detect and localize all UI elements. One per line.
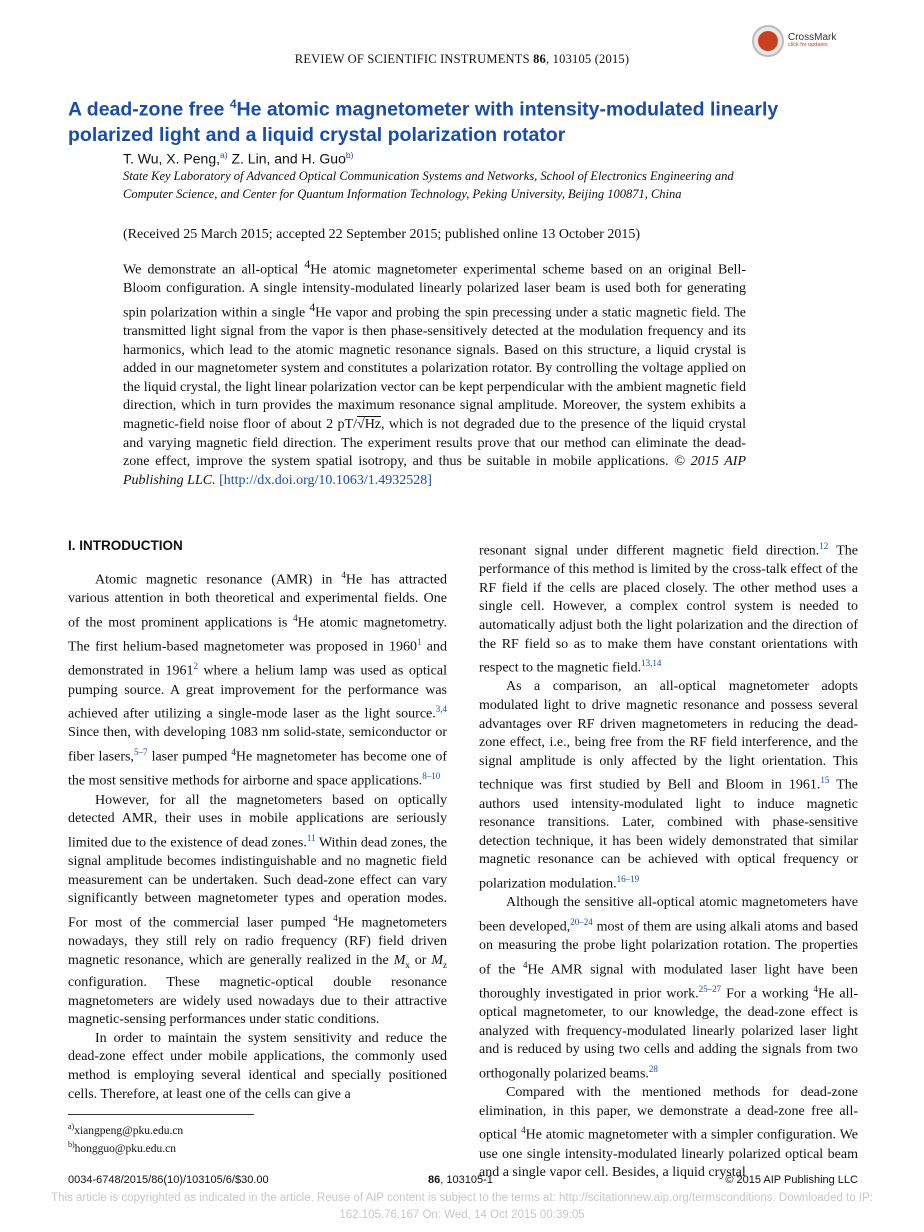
abstract: We demonstrate an all-optical $^4$He atomic magnetometer experimental scheme based on an original Bell-Bloom configuration. A single intensity-modulated linearly polarized laser beam is used both for generating spin polarization within a single $^4$He vapor and probing the spin precessing under a static magnetic field. The transmitted light signal from the vapor is then phase-sensitively detected at the modulation frequency and its harmonics, which lead to the atomic magnetic resonance signals. Based on this structure, a liquid crystal is added in our magnetometer system and constitutes a polarization rotator. By controlling the voltage applied on the liquid crystal, the light linear polarization vector can be kept perpendicular with the ambient magnetic field direction, which in turn provides the maximum resonance signal amplitude. Moreover, the system exhibits a magnetic-field noise floor of about 2 pT/√Hz, which is not degraded due to the presence of the liquid crystal and varying magnetic field direction. The experiment results prove that our method can eliminate the dead-zone effect, improve the system spatial isotropy, and thus be suitable in mobile applications. © 2015 AIP Publishing LLC. [http://dx.doi.org/10.1063/1.4932528]	[123, 258, 747, 488]
paragraph: Although the sensitive all-optical atomic magnetometers have been developed,$^{20-24}$ most of them are using alkali atoms and based on measuring the probe light polarization rotation. The properties of the $^4$He AMR signal with modulated laser light have been thoroughly investigated in prior work.$^{25-27}$ For a working $^4$He all-optical magnetometer, to our knowledge, the dead-zone effect is analyzed with frequency-modulated linearly polarized laser light and is reduced by using two cells and adding the signals from two orthogonally polarized beams.$^{28}$	[479, 895, 859, 1082]
ref-link[interactable]: 3,4	[435, 704, 447, 715]
footer-issn: 0034-6748/2015/86(10)/103105/6/$30.00	[68, 1174, 269, 1186]
download-watermark: This article is copyrighted as indicated in the article. Reuse of AIP content is subject to the terms at: http://scitationnew.aip.org/termsconditions. Downloaded to IP: 162.105.76.167 On: Wed, 14 Oct 2015 00:39:05	[51, 1192, 873, 1221]
ref-link[interactable]: 11	[306, 832, 316, 843]
paragraph: Compared with the mentioned methods for dead-zone elimination, in this paper, we demonstrate a dead-zone free all-optical $^4$He atomic magnetometer with a simpler configuration. We use one single intensity-modulated linearly polarized optical beam and a single vapor cell. Besides, a liquid crystal	[479, 1085, 858, 1181]
ref-link[interactable]: 28	[648, 1064, 658, 1075]
crossmark-sub: click for updates	[788, 42, 828, 49]
journal-citation: , 103105 (2015)	[546, 52, 630, 66]
paragraph: Atomic magnetic resonance (AMR) in $^4$He has attracted various attention in both theoretical and experimental fields. One of the most prominent applications is $^4$He atomic magnetometry. The first helium-based magnetometer was proposed in 1960$^1$ and demonstrated in 1961$^2$ where a helium lamp was used as optical pumping source. A great improvement for the performance was achieved after utilizing a single-mode laser as the light source.$^{3,4}$ Since then, with developing 1083 nm solid-state, semiconductor or fiber lasers,$^{5-7}$ laser pumped $^4$He magnetometer has become one of the most sensitive methods for airborne and space applications.$^{8-10}$	[68, 570, 448, 789]
email-link[interactable]: hongguo@pku.edu.cn	[74, 1143, 176, 1156]
crossmark-icon	[752, 25, 784, 57]
ref-link[interactable]: 2	[193, 661, 198, 672]
ref-link[interactable]: 15	[820, 775, 830, 786]
received-dates: (Received 25 March 2015; accepted 22 September 2015; published online 13 October 2015)	[123, 227, 641, 242]
ref-link[interactable]: 13,14	[641, 658, 662, 669]
paragraph: In order to maintain the system sensitivity and reduce the dead-zone effect under mobile applications, the commonly used method is employing several identical and specially positioned cells. Therefore, at least one of the cells can give a	[68, 1030, 447, 1102]
footer-page: 86, 103105-1	[428, 1174, 493, 1186]
footnote-a: $^{a)}$xiangpeng@pku.edu.cn	[68, 1122, 184, 1137]
crossmark-badge[interactable]	[752, 22, 862, 60]
ref-link[interactable]: 20–24	[570, 916, 593, 927]
paper-title: A dead-zone free $^4$He atomic magnetometer with intensity-modulated linearly polarized light and a liquid crystal polarization rotator	[68, 97, 779, 146]
ref-link[interactable]: 5–7	[133, 747, 148, 758]
doi-link[interactable]: [http://dx.doi.org/10.1063/1.4932528]	[219, 472, 432, 488]
journal-volume: 86	[533, 52, 547, 66]
sqrt-hz: √Hz	[357, 417, 382, 433]
section-heading: I. INTRODUCTION	[68, 538, 183, 553]
ref-link[interactable]: 1	[416, 637, 422, 648]
abstract-copyright: © 2015 AIP Publishing LLC.	[123, 454, 746, 488]
author-footnote-b[interactable]: b)	[345, 150, 354, 160]
ref-link[interactable]: 16–19	[616, 874, 640, 885]
footnote-b: $^{b)}$hongguo@pku.edu.cn	[68, 1140, 176, 1156]
author-list: T. Wu, X. Peng,$^{a)}$ Z. Lin, and H. Guo$^{b)}$	[123, 150, 354, 167]
column-left	[68, 566, 447, 1104]
ref-link[interactable]: 25–27	[698, 984, 722, 994]
journal-name: REVIEW OF SCIENTIFIC INSTRUMENTS	[294, 52, 530, 66]
footer-copyright: © 2015 AIP Publishing LLC	[725, 1174, 858, 1186]
crossmark-label: CrossMark	[788, 31, 837, 43]
footnotes	[68, 1120, 183, 1157]
footnote-divider	[68, 1114, 254, 1115]
email-link[interactable]: xiangpeng@pku.edu.cn	[74, 1124, 184, 1137]
column-right	[479, 537, 858, 1183]
ref-link[interactable]: 12	[819, 541, 829, 551]
author-footnote-a[interactable]: a)	[220, 150, 228, 160]
affiliation: State Key Laboratory of Advanced Optical Communication Systems and Networks, School of Electronics Engineering and Computer Science, and Center for Quantum Information Technology, Peking University, Beijing 100871, China	[123, 169, 734, 201]
paragraph: resonant signal under different magnetic field direction.$^{12}$ The performance of this method is limited by the cross-talk effect of the RF field if the cells are placed closely. The other method uses a single cell. However, a complex control system is needed to automatically adjust both the light polarization and the direction of the RF field so as to make them have constant orientations with respect to the magnetic field.$^{13,14}$	[479, 541, 858, 676]
ref-link[interactable]: 8–10	[422, 771, 441, 782]
paragraph: As a comparison, an all-optical magnetometer adopts modulated light to drive magnetic resonance and possess several advantages over RF driven magnetometers in reducing the dead-zone effect, i.e., being free from the RF field interference, and the signal amplitude is only affected by the light orientation. This technique was first studied by Bell and Bloom in 1961.15 The authors used intensity-modulated light to induce magnetic resonance transitions. Later, combined with phase-sensitive detection technique, it has been widely demonstrated that similar magnetic resonance can be achieved with optical frequency or polarization modulation.$^{16-19}$	[479, 679, 858, 892]
paragraph: However, for all the magnetometers based on optically detected AMR, their uses in mobile applications are seriously limited due to the existence of dead zones.$^{11}$ Within dead zones, the signal amplitude becomes indistinguishable and no magnetic field measurement can be undertaken. Such dead-zone effect can vary significantly between magnetometer types and operation modes. For most of the commercial laser pumped $^4$He magnetometers nowadays, they still rely on radio frequency (RF) field driven magnetic resonance, which are generally realized in the $M_x$ or $M_z$ configuration. These magnetic-optical double resonance magnetometers are widely used nowadays due to their attractive magnetic-sensing performances under static conditions.	[68, 792, 447, 1028]
